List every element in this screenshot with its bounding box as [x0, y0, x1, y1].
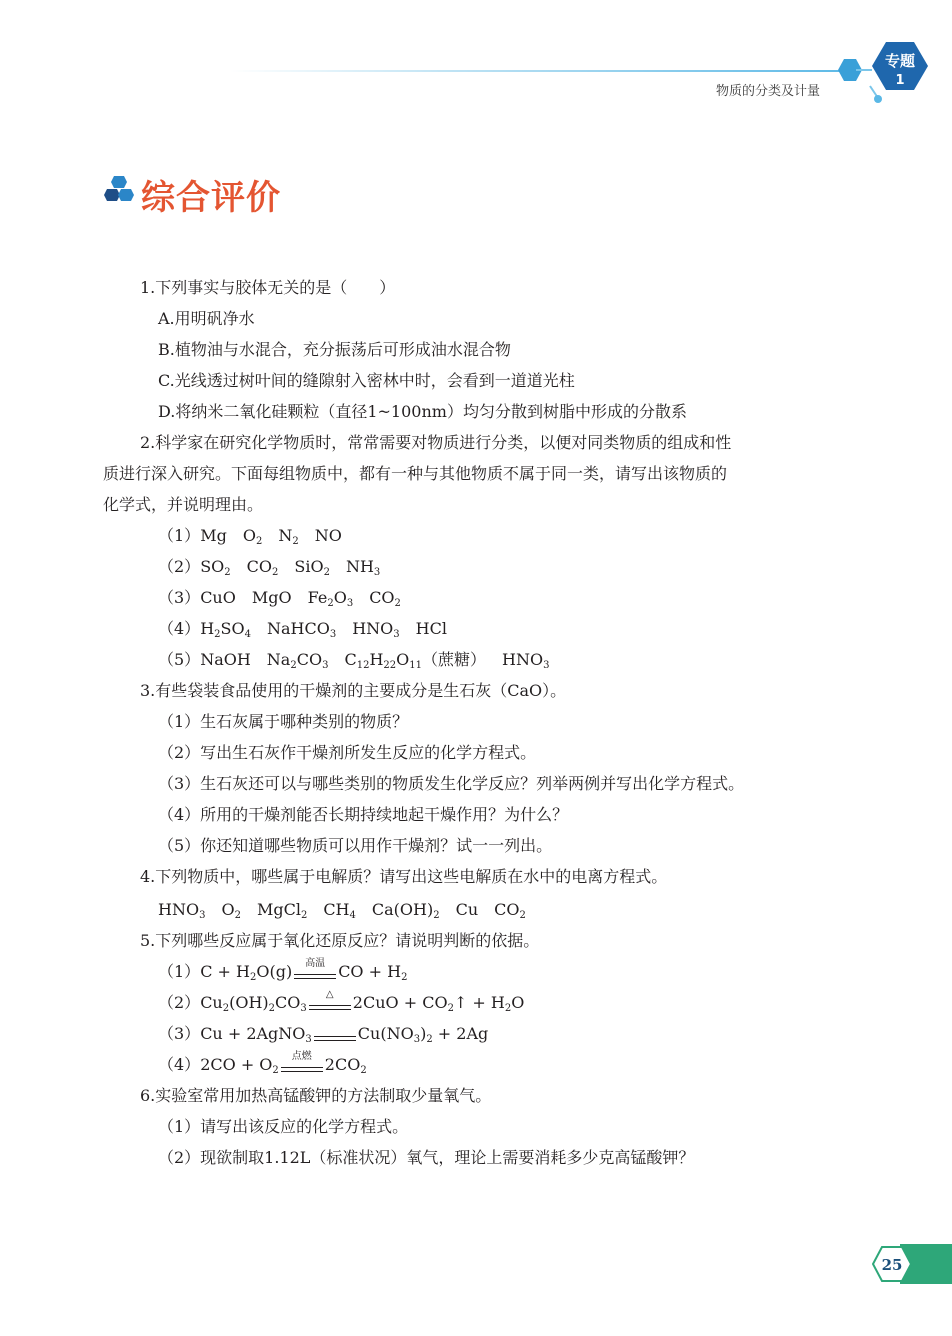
- q1-option-c: C.光线透过树叶间的缝隙射入密林中时，会看到一道道光柱: [158, 371, 575, 390]
- section-title: 综合评价: [141, 178, 281, 218]
- q5-reaction-3: （3）Cu + 2AgNO$_3$ $Cu(NO_3)_2 + 2Ag$: [158, 1024, 489, 1045]
- q6-sub-2: （2）现欲制取1.12L（标准状况）氧气，理论上需要消耗多少克高锰酸钾？: [158, 1148, 695, 1167]
- q6-sub-1: （1）请写出该反应的化学方程式。: [158, 1117, 409, 1136]
- q3-sub-2: （2）写出生石灰作干燥剂所发生反应的化学方程式。: [158, 743, 537, 762]
- q1-option-b: B.植物油与水混合，充分振荡后可形成油水混合物: [158, 340, 511, 359]
- q1-option-d: D.将纳米二氧化硅颗粒（直径1~100nm）均匀分散到树脂中形成的分散系: [158, 402, 687, 421]
- badge-number: 1: [895, 73, 905, 88]
- reaction-arrow: 高温: [294, 966, 336, 980]
- reaction-arrow: [314, 1028, 356, 1042]
- reaction-arrow: △: [309, 997, 351, 1011]
- chapter-badge: [830, 36, 952, 106]
- q1-option-a: A.用明矾净水: [158, 309, 255, 328]
- q3-sub-3: （3）生石灰还可以与哪些类别的物质发生化学反应？列举两例并写出化学方程式。: [158, 774, 745, 793]
- header-rule: [230, 70, 860, 72]
- q3-sub-4: （4）所用的干燥剂能否长期持续地起干燥作用？为什么？: [158, 805, 569, 824]
- badge-label: 专题: [884, 52, 916, 70]
- q2-line-1: 2.科学家在研究化学物质时，常常需要对物质进行分类，以便对同类物质的组成和性: [140, 433, 732, 452]
- q5-reaction-2: $(2)Cu_2(OH)_2CO_3$ △ $2CuO + CO_2↑ + H_2O$: [158, 988, 525, 1014]
- q6-stem: 6.实验室常用加热高锰酸钾的方法制取少量氧气。: [140, 1086, 492, 1105]
- q2-group-5: （5）NaOH $Na_2CO_3$ $C_{12}H_{22}O_{11}$（蔗糖） $HNO_3$: [158, 650, 550, 671]
- q1-stem: 1.下列事实与胶体无关的是（ ）: [140, 278, 396, 297]
- q3-sub-5: （5）你还知道哪些物质可以用作干燥剂？试一一列出。: [158, 836, 553, 855]
- q4-substances: $HNO_3$ $O_2$ MgCl$_2$ $CH_4$ $Ca(OH)_2$ Cu $CO_2$: [158, 900, 526, 921]
- q2-line-2: 质进行深入研究。下面每组物质中，都有一种与其他物质不属于同一类，请写出该物质的: [103, 464, 728, 483]
- q2-group-3: （3）CuO MgO $Fe_2O_3$ $CO_2$: [158, 588, 401, 609]
- q4-stem: 4.下列物质中，哪些属于电解质？请写出这些电解质在水中的电离方程式。: [140, 867, 668, 886]
- q3-sub-1: （1）生石灰属于哪种类别的物质？: [158, 712, 409, 731]
- q5-reaction-1: $(1)C + H_2O(g)$ 高温 CO + $H_2$: [158, 957, 408, 983]
- chapter-subtitle: 物质的分类及计量: [716, 84, 821, 99]
- q2-group-2: $(2)SO_2$ $CO_2$ SiO$_2$ $NH_3$: [158, 557, 381, 578]
- q3-stem: 3.有些袋装食品使用的干燥剂的主要成分是生石灰（CaO）。: [140, 681, 567, 700]
- q2-line-3: 化学式，并说明理由。: [103, 495, 264, 514]
- page-number: 25: [881, 1256, 903, 1274]
- q5-reaction-4: $(4)2CO + O_2$ 点燃 $2CO_2$: [158, 1050, 367, 1076]
- q2-group-1: （1）Mg $O_2$ $N_2$ NO: [158, 526, 342, 547]
- reaction-arrow: 点燃: [281, 1059, 323, 1073]
- hexagon-cluster-icon: [103, 174, 135, 206]
- q5-stem: 5.下列哪些反应属于氧化还原反应？请说明判断的依据。: [140, 931, 540, 950]
- q2-group-4: $(4)H_2SO_4$ NaHCO$_3$ $HNO_3$ HCl: [158, 619, 447, 640]
